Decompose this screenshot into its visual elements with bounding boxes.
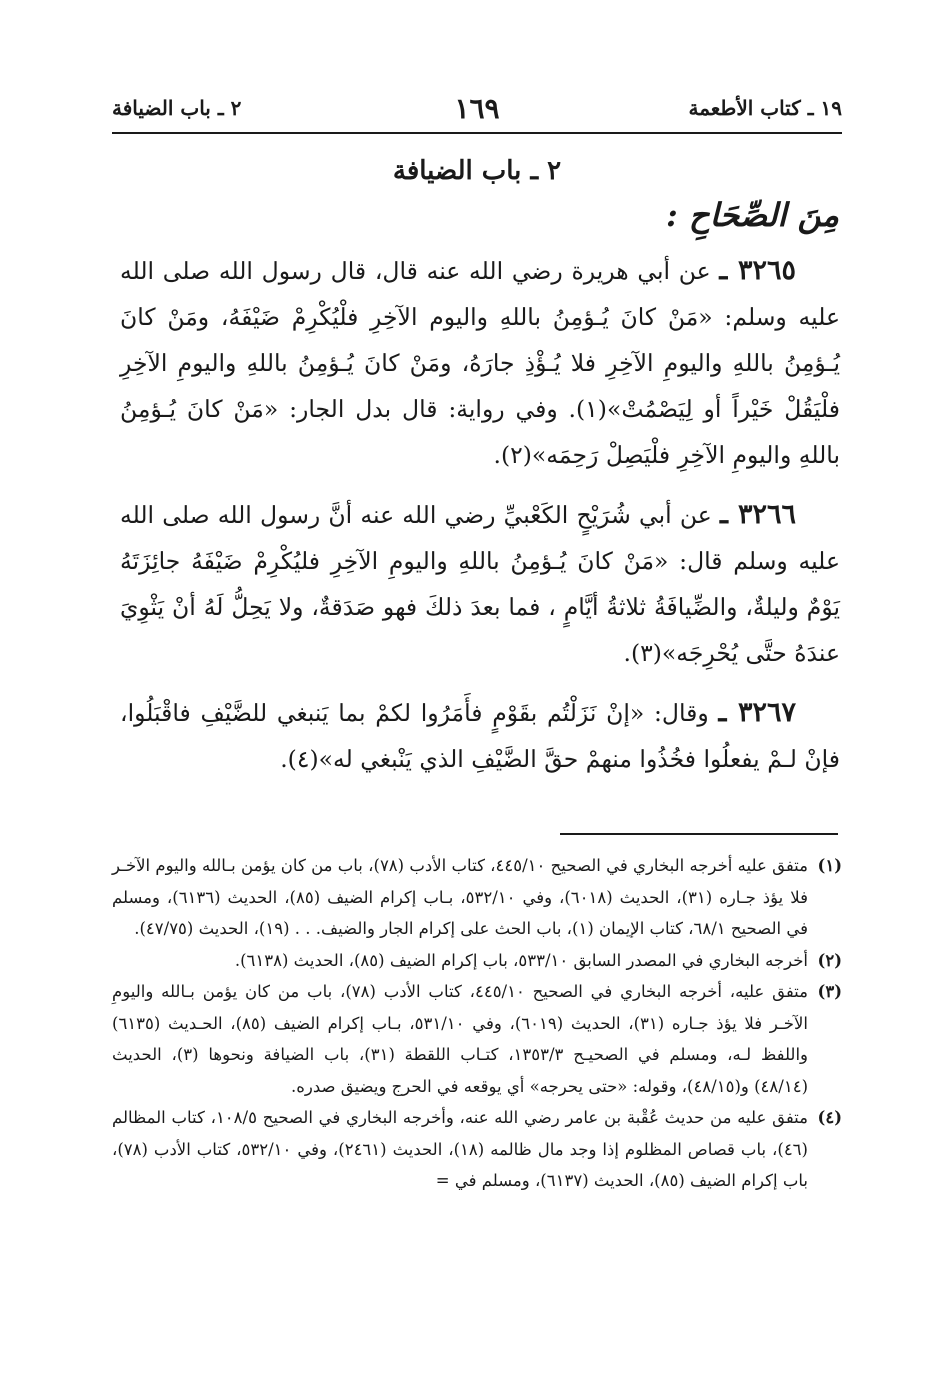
header-divider — [112, 132, 842, 134]
chapter-title: ٢ ـ باب الضيافة — [392, 156, 562, 186]
hadith-text: عن أبي شُرَيْحٍ الكَعْبيِّ رضي الله عنه أنَّ رسول الله صلى الله عليه وسلم قال: «مَنْ كانَ يُـؤمِنُ باللهِ واليومِ الآخِرِ فليُكْرِمْ ضَيْفَهُ جائِزَتَهُ يَوْمٌ وليلةٌ، والضِّيافَةُ ثلاثةُ أيَّامٍ ، فما بعدَ ذلكَ فهو صَدَقةٌ، ولا يَحِلُّ لَهُ أنْ يَثْوِيَ عندَهُ حتَّى يُحْرِجَه»(٣). — [120, 501, 840, 667]
footnote-number: (٤) — [817, 1108, 842, 1127]
footnote — [112, 976, 842, 1102]
hadith-number: ٣٢٦٥ ـ — [719, 255, 796, 286]
page-number: ١٦٩ — [454, 92, 500, 125]
footnote-divider — [560, 833, 838, 835]
hadith-entry — [120, 690, 840, 782]
footnote-number: (١) — [817, 856, 842, 875]
header-book-title: ١٩ ـ كتاب الأطعمة — [688, 96, 842, 120]
footnote-number: (٣) — [817, 982, 842, 1001]
footnote-text: متفق عليه من حديث عُقْبة بن عامر رضي الله عنه، وأخرجه البخاري في الصحيح ١٠٨/٥، كتاب المظالم (٤٦)، باب قصاص المظلوم إذا وجد مال ظالمه (١٨)، الحديث (٢٤٦١)، وفي ٥٣٢/١٠، كتاب الأدب (٧٨)، باب إكرام الضيف (٨٥)، الحديث (٦١٣٧)، ومسلم في = — [112, 1108, 808, 1190]
hadith-text: عن أبي هريرة رضي الله عنه قال، قال رسول الله صلى الله عليه وسلم: «مَنْ كانَ يُـؤمِنُ باللهِ واليوم الآخِرِ فلْيُكْرِمْ ضَيْفَهُ، ومَنْ كانَ يُـؤمِنُ باللهِ واليومِ الآخِرِ فلا يُـؤْذِ جارَهُ، ومَنْ كانَ يُـؤمِنُ باللهِ واليومِ الآخِرِ فلْيَقُلْ خَيْراً أو لِيَصْمُتْ»(١). وفي رواية: قال بدل الجار: «مَنْ كانَ يُـؤمِنُ باللهِ واليومِ الآخِرِ فلْيَصِلْ رَحِمَه»(٢). — [120, 257, 840, 469]
footnote-number: (٢) — [817, 950, 842, 970]
footnote-list — [112, 850, 842, 1197]
footnote-text: متفق عليه، أخرجه البخاري في الصحيح ٤٤٥/١٠، كتاب الأدب (٧٨)، باب من كان يؤمن بـالله واليومِ الآخـر فلا يؤذ جـاره (٣١)، الحديث (٦٠١٩)، وفي ٥٣١/١٠، بـاب إكرام الضيف (٨٥)، الحـديث (٦١٣٥) واللفظ لـه، ومسلم في الصحيـح ١٣٥٣/٣، كتـاب اللقطة (٣١)، باب الضيافة ونحوها (٣)، الحديث (٤٨/١٤) و(٤٨/١٥)، وقوله: «حتى يحرجه» أي يوقعه في الحرج ويضيق صدره. — [112, 982, 809, 1096]
hadith-list — [120, 248, 840, 796]
hadith-entry — [120, 492, 840, 676]
section-label: مِنَ الصِّحَاحِ : — [665, 196, 839, 234]
footnote — [112, 945, 842, 977]
hadith-text: وقال: «إنْ نَزَلْتُم بقَوْمٍ فأَمَرُوا لكمْ بما يَنبغي للضَّيْفِ فاقْبَلُوا، فإنْ لـمْ يفعلُوا فخُذُوا منهمْ حقَّ الضَّيْفِ الذي يَنْبغي له»(٤). — [120, 699, 840, 773]
running-header — [112, 92, 842, 126]
footnote-text: متفق عليه أخرجه البخاري في الصحيح ٤٤٥/١٠، كتاب الأدب (٧٨)، باب من كان يؤمن بـالله واليوم الآخـر فلا يؤذ جـاره (٣١)، الحديث (٦٠١٨)، وفي ٥٣٢/١٠، بـاب إكرام الضيف (٨٥)، الحديث (٦١٣٦)، ومسلم في الصحيح ٦٨/١، كتاب الإيمان (١)، باب الحث على إكرام الجار والضيف. . . (١٩)، الحديث (٤٧/٧٥). — [112, 856, 808, 938]
footnote — [112, 850, 842, 945]
footnote — [112, 1102, 842, 1197]
hadith-number: ٣٢٦٦ ـ — [719, 499, 796, 530]
hadith-entry — [120, 248, 840, 478]
header-chapter-title: ٢ ـ باب الضيافة — [112, 96, 242, 120]
footnote-text: أخرجه البخاري في المصدر السابق ٥٣٣/١٠، باب إكرام الضيف (٨٥)، الحديث (٦١٣٨). — [234, 950, 808, 970]
hadith-number: ٣٢٦٧ ـ — [718, 697, 796, 728]
